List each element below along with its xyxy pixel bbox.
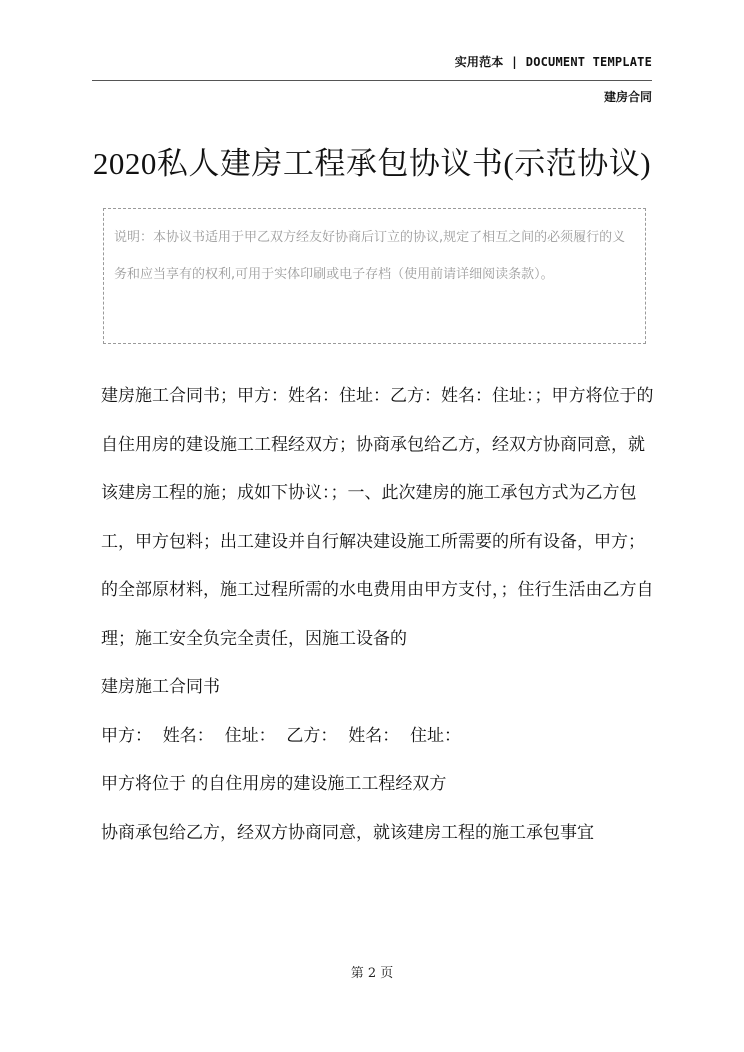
document-title: 2020私人建房工程承包协议书(示范协议) [92, 146, 652, 181]
body-paragraph: 甲方： 姓名： 住址： 乙方： 姓名： 住址： [101, 725, 462, 746]
header-brand: 实用范本 | DOCUMENT TEMPLATE [454, 55, 652, 69]
body-paragraph: 建房施工合同书 [101, 677, 220, 697]
header-category: 建房合同 [603, 90, 652, 104]
body-paragraph: 建房施工合同书；甲方：姓名：住址：乙方：姓名：住址：；甲方将位于的自住用房的建设施工工程经双方；协商承包给乙方，经双方协商同意，就该建房工程的施；成如下协议：；一、此次建房的施工承包方式为乙方包工，甲方包料；出工建设并自行解决建设施工所需要的所有设备，甲方；的全部原材料，施工过程所需的水电费用由甲方支付，；住行生活由乙方自理；施工安全负完全责任，因施工设备的 [101, 386, 654, 649]
header-divider [92, 80, 652, 81]
document-body [101, 372, 657, 857]
note-text: 说明：本协议书适用于甲乙双方经友好协商后订立的协议,规定了相互之间的必须履行的义务和应当享有的权利,可用于实体印刷或电子存档（使用前请详细阅读条款）。 [114, 230, 626, 282]
note-box [103, 208, 646, 344]
page-number: 第 2 页 [350, 966, 394, 981]
body-paragraph: 甲方将位于 的自住用房的建设施工工程经双方 [101, 774, 447, 794]
body-paragraph: 协商承包给乙方，经双方协商同意，就该建房工程的施工承包事宜 [101, 822, 594, 843]
